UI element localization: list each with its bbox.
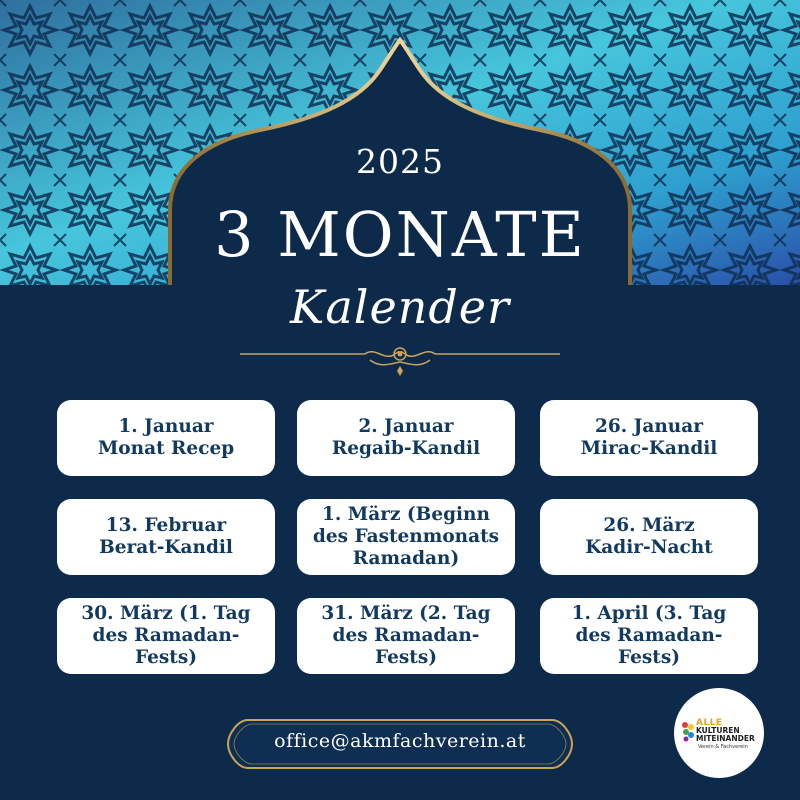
subtitle: Kalender — [289, 280, 510, 334]
page-title: 3 MONATE — [214, 198, 586, 271]
event-card — [297, 400, 515, 476]
year-label: 2025 — [356, 142, 444, 181]
event-text: 1. März (Beginn des Fastenmonats Ramadan) — [312, 504, 500, 569]
event-card — [297, 499, 515, 575]
event-text: 30. März (1. Tag des Ramadan- Fests) — [81, 603, 251, 668]
event-card — [540, 598, 758, 674]
event-text: 26. Januar Mirac-Kandil — [580, 416, 718, 459]
logo-icon — [680, 720, 696, 742]
event-text: 26. März Kadir-Nacht — [585, 515, 713, 558]
event-card — [540, 400, 758, 476]
event-card — [57, 400, 275, 476]
event-text: 1. April (3. Tag des Ramadan- Fests) — [571, 603, 727, 668]
ornament-divider — [240, 342, 560, 380]
logo-text-line4: Verein & Fachverein — [698, 744, 748, 750]
event-text: 13. Februar Berat-Kandil — [99, 515, 233, 558]
event-card — [57, 598, 275, 674]
email-link[interactable]: office@akmfachverein.at — [274, 730, 526, 752]
logo-text-line1: ALLE — [696, 718, 723, 728]
event-card — [297, 598, 515, 674]
logo-text-line3: MITEINANDER — [696, 734, 755, 743]
event-text: 2. Januar Regaib-Kandil — [331, 416, 481, 459]
event-text: 1. Januar Monat Recep — [97, 416, 235, 459]
event-card — [57, 499, 275, 575]
logo-text-line2: KULTUREN — [696, 726, 740, 735]
event-text: 31. März (2. Tag des Ramadan- Fests) — [321, 603, 491, 668]
logo — [674, 688, 764, 778]
event-card — [540, 499, 758, 575]
